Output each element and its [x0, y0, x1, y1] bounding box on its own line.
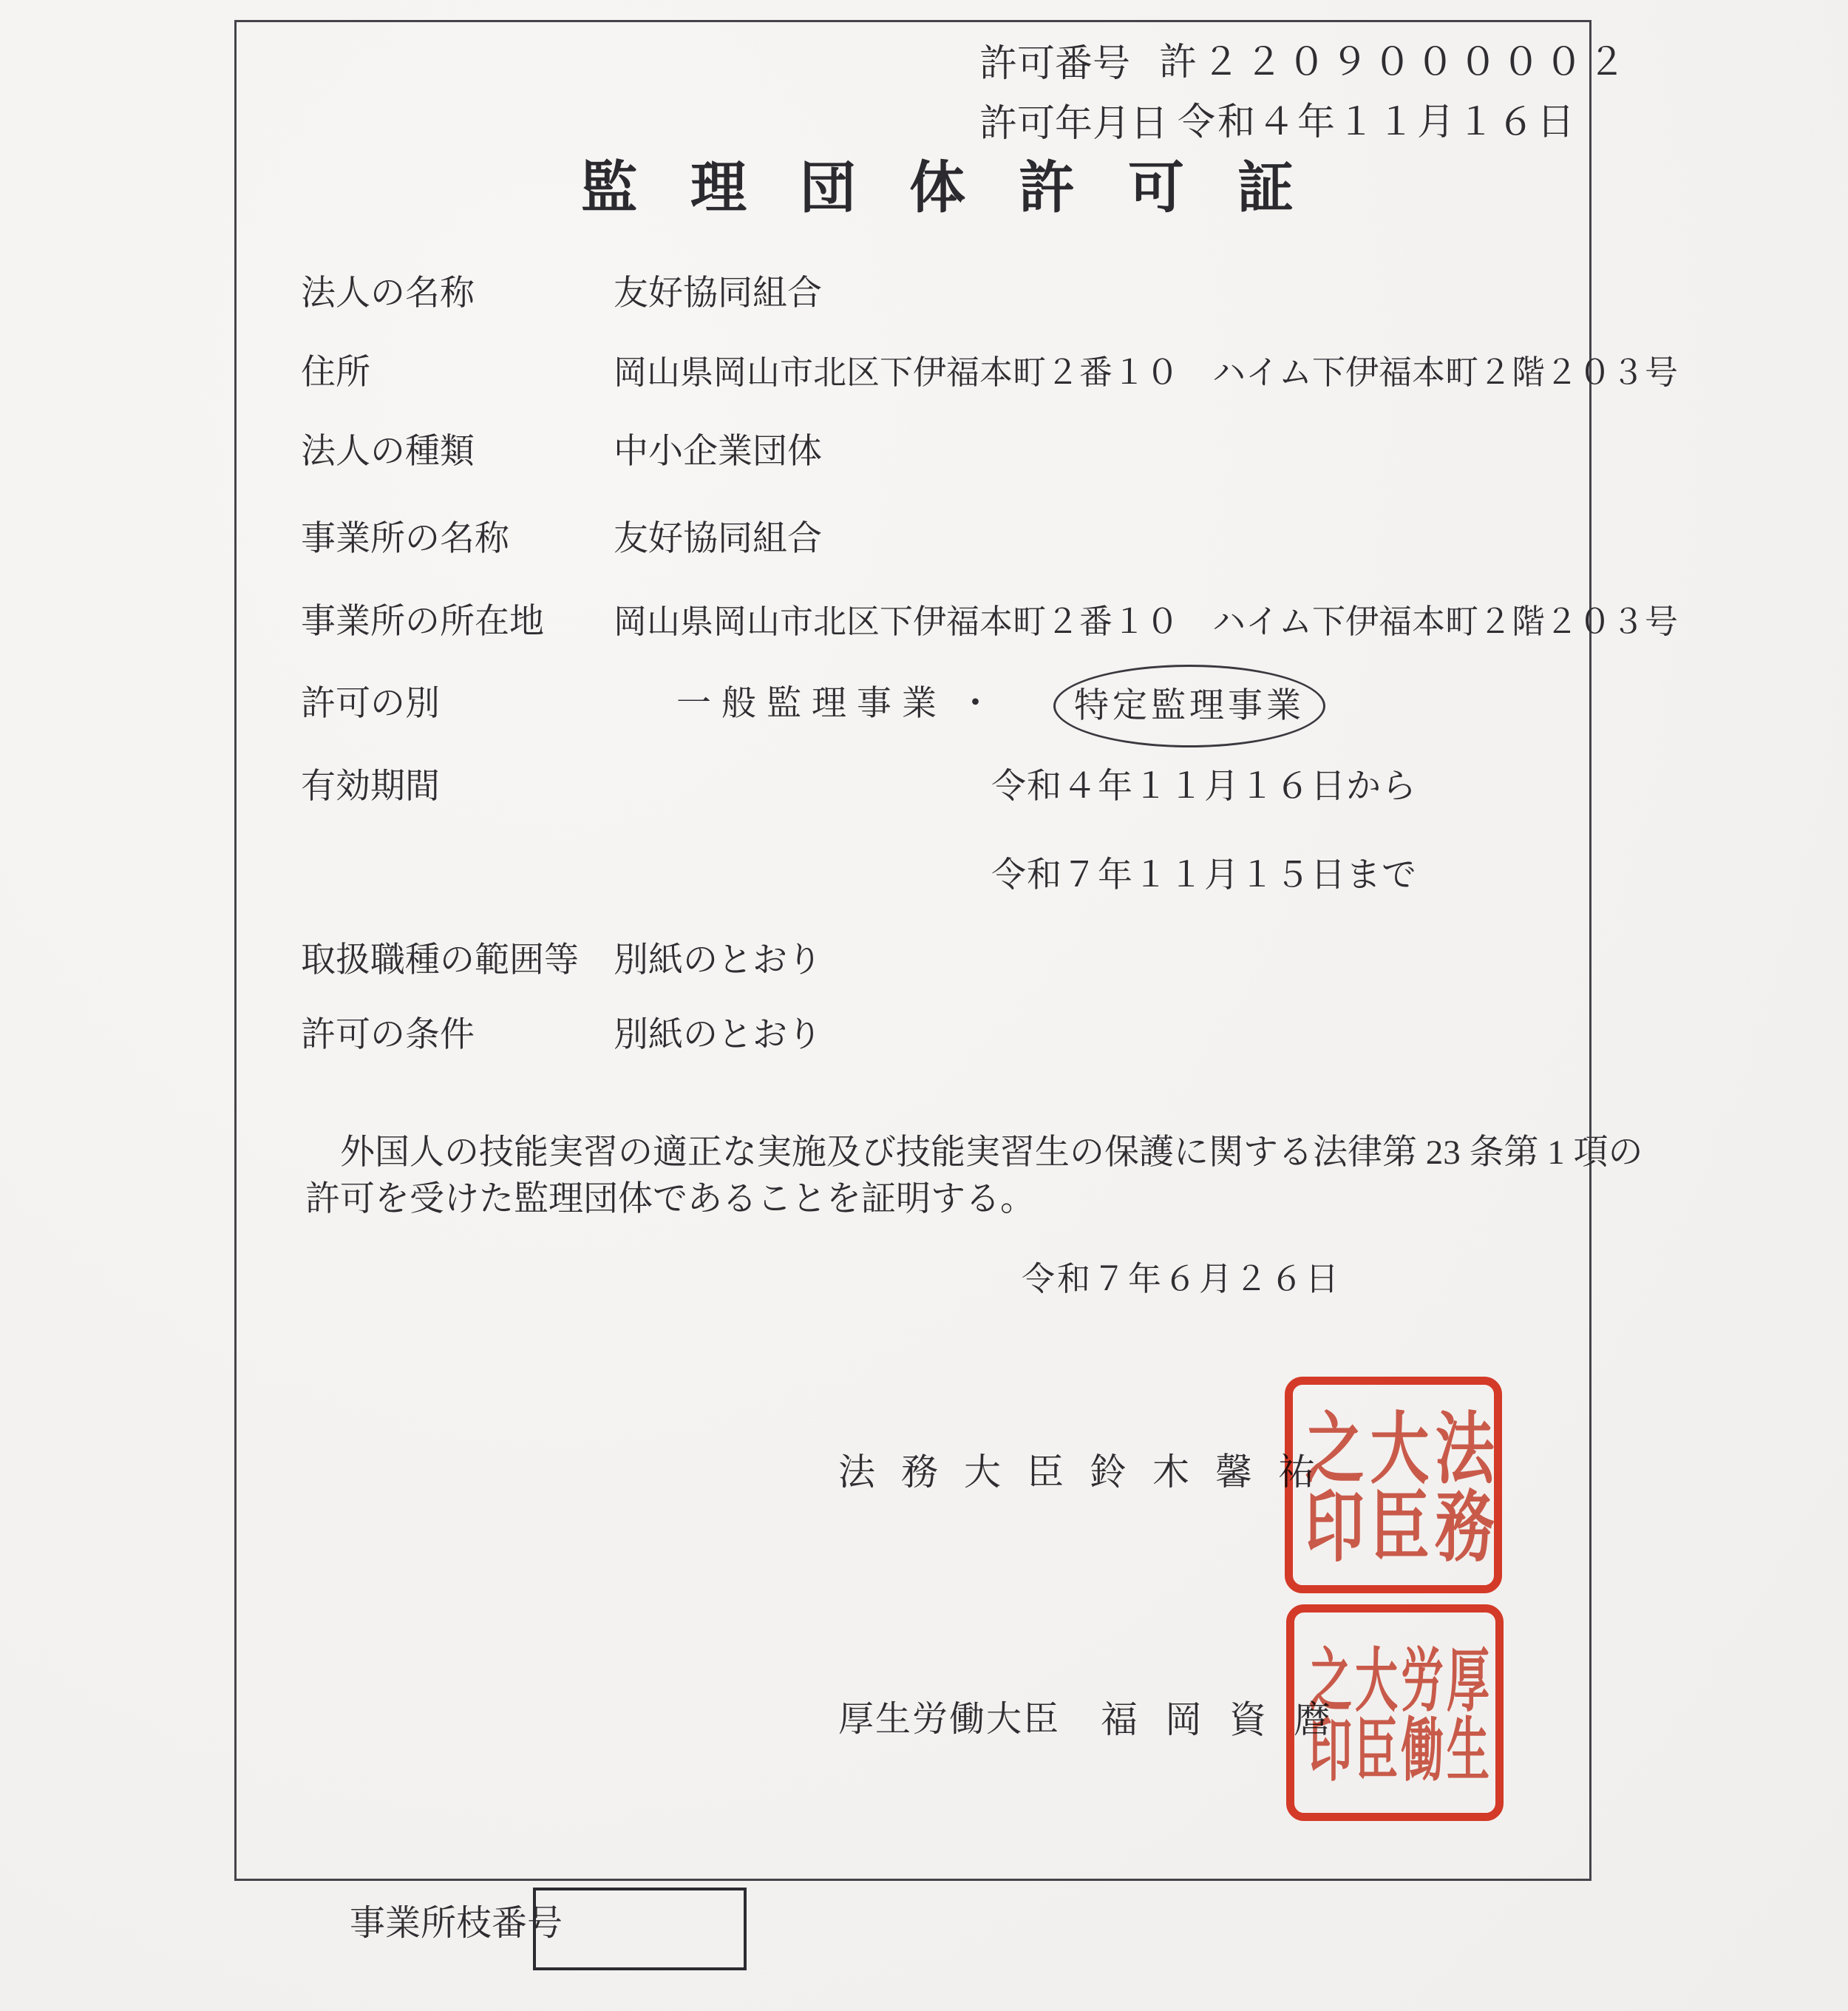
- health-labour-minister-seal: [1286, 1604, 1504, 1821]
- permit-number-value: 許２２０９０００００２: [1159, 42, 1631, 84]
- issue-date: 令和７年６月２６日: [1022, 1261, 1342, 1298]
- selected-option-circle: [1053, 665, 1325, 747]
- justice-minister-line: [838, 1451, 1341, 1493]
- seal-text-column: 大臣: [1348, 1643, 1396, 1783]
- permit-date-label: 許可年月日: [979, 104, 1169, 145]
- field-value-corporation-type: 中小企業団体: [614, 433, 822, 471]
- seal-text-column: 厚生: [1440, 1643, 1488, 1783]
- field-value-address: 岡山県岡山市北区下伊福本町２番１０ ハイム下伊福本町２階２０３号: [614, 354, 1679, 391]
- field-value-conditions: 別紙のとおり: [614, 1016, 822, 1054]
- validity-to: 令和７年１１月１５日まで: [991, 856, 1417, 895]
- branch-number-label: 事業所枝番号: [350, 1904, 563, 1943]
- health-labour-minister-line: [838, 1701, 1358, 1738]
- health-labour-minister-name: 福岡資麿: [1101, 1699, 1359, 1740]
- statement-line-1: 外国人の技能実習の適正な実施及び技能実習生の保護に関する法律第 23 条第 1 項の: [340, 1133, 1643, 1172]
- justice-minister-title: 法務大臣: [838, 1451, 1090, 1493]
- permit-type-option-specific: 特定監理事業: [1074, 686, 1305, 725]
- permit-number-label: 許可番号: [979, 44, 1131, 85]
- seal-text-column: 法務: [1426, 1406, 1491, 1564]
- field-label-corporation-name: 法人の名称: [301, 274, 475, 313]
- field-label-address: 住所: [301, 353, 370, 392]
- permit-date-value: 令和４年１１月１６日: [1178, 102, 1577, 143]
- validity-from: 令和４年１１月１６日から: [991, 767, 1417, 806]
- seal-text-column: 之印: [1302, 1643, 1351, 1783]
- field-value-office-location: 岡山県岡山市北区下伊福本町２番１０ ハイム下伊福本町２階２０３号: [614, 603, 1679, 640]
- seal-text-column: 労働: [1394, 1643, 1442, 1783]
- field-label-office-location: 事業所の所在地: [301, 603, 544, 641]
- field-value-scope: 別紙のとおり: [614, 941, 822, 980]
- certification-statement: [305, 1130, 1643, 1223]
- field-label-conditions: 許可の条件: [301, 1016, 475, 1054]
- field-value-corporation-name: 友好協同組合: [614, 274, 822, 313]
- justice-minister-name: 鈴木馨祐: [1090, 1451, 1341, 1493]
- seal-text-column: 大臣: [1361, 1406, 1426, 1564]
- field-value-office-name: 友好協同組合: [614, 520, 822, 558]
- field-label-permit-type: 許可の別: [301, 685, 440, 723]
- field-label-office-name: 事業所の名称: [301, 520, 509, 558]
- permit-type-separator: ・: [958, 685, 993, 723]
- branch-number-box: [533, 1888, 747, 1970]
- field-label-corporation-type: 法人の種類: [301, 433, 475, 471]
- permit-type-option-general: 一般監理事業: [676, 685, 947, 723]
- justice-minister-seal: [1285, 1377, 1502, 1593]
- field-label-validity: 有効期間: [301, 767, 440, 806]
- statement-line-2: 許可を受けた監理団体であることを証明する。: [305, 1180, 1035, 1218]
- seal-text-column: 之印: [1296, 1406, 1361, 1564]
- document-title: 監理団体許可証: [581, 157, 1347, 220]
- health-labour-minister-title: 厚生労働大臣: [838, 1700, 1061, 1739]
- field-label-scope: 取扱職種の範囲等: [301, 941, 579, 980]
